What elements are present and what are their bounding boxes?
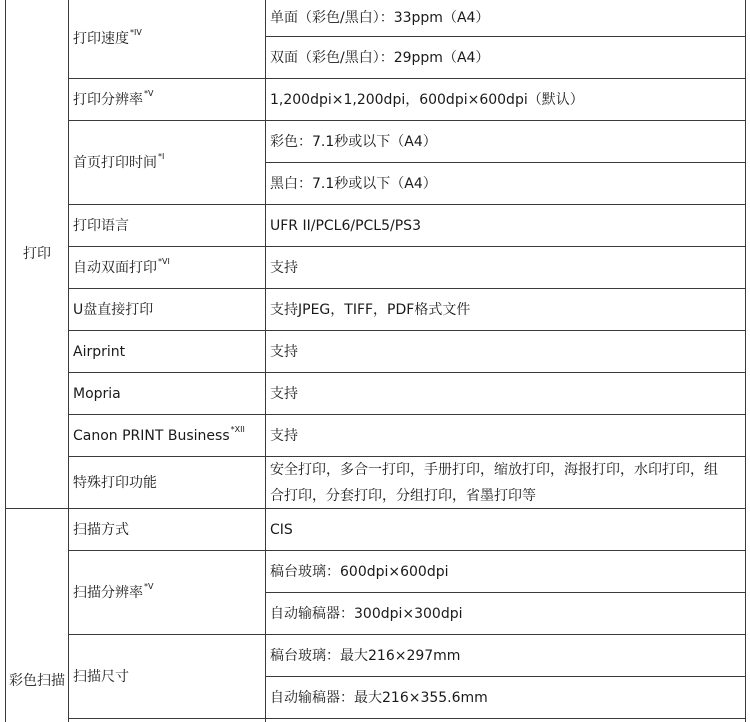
- row-label-scan-method: 扫描方式: [73, 521, 129, 538]
- row-label-special-print: 特殊打印功能: [73, 474, 157, 491]
- row-label-canon-print-business: Canon PRINT Business $^{*XII}$: [73, 424, 245, 444]
- row-label-scan-size: 扫描尺寸: [73, 668, 129, 685]
- value-first-print-color: 彩色：7.1秒或以下（A4）: [270, 133, 437, 150]
- value-first-print-bw: 黑白：7.1秒或以下（A4）: [270, 175, 437, 192]
- value-scan-resolution-adf: 自动输稿器：300dpi×300dpi: [270, 605, 463, 622]
- value-scan-size-adf: 自动输稿器：最大216×355.6mm: [270, 689, 488, 706]
- row-label-airprint: Airprint: [73, 343, 126, 360]
- category-print: 打印: [23, 246, 51, 262]
- row-label-scan-resolution: 扫描分辨率 $^{*V}$: [73, 581, 154, 601]
- value-airprint: 支持: [270, 343, 298, 360]
- value-canon-print-business: 支持: [270, 427, 298, 444]
- value-print-speed-duplex: 双面（彩色/黑白）：29ppm（A4）: [270, 49, 490, 66]
- row-label-print-language: 打印语言: [73, 217, 129, 234]
- value-mopria: 支持: [270, 385, 298, 402]
- value-print-resolution: 1,200dpi×1,200dpi，600dpi×600dpi（默认）: [270, 91, 584, 108]
- row-label-mopria: Mopria: [73, 385, 121, 402]
- row-label-print-speed: 打印速度 $^{*IV}$: [73, 28, 142, 47]
- row-label-auto-duplex: 自动双面打印 $^{*VI}$: [73, 256, 170, 276]
- row-label-usb-print: U盘直接打印: [73, 301, 154, 318]
- value-scan-method: CIS: [270, 521, 293, 538]
- value-special-print: 安全打印，多合一打印，手册打印，缩放打印，海报打印，水印打印，组合打印，分套打印，分组打印，省墨打印等: [270, 461, 718, 504]
- category-color-scan: 彩色扫描: [9, 672, 65, 689]
- table-border-right: [745, 0, 746, 722]
- value-print-language: UFR II/PCL6/PCL5/PS3: [270, 217, 421, 234]
- value-scan-resolution-platen: 稿台玻璃：600dpi×600dpi: [270, 563, 449, 580]
- value-print-speed-simplex: 单面（彩色/黑白）：33ppm（A4）: [270, 10, 490, 26]
- value-auto-duplex: 支持: [270, 259, 298, 276]
- row-label-print-resolution: 打印分辨率 $^{*V}$: [73, 88, 154, 108]
- row-label-first-print-time: 首页打印时间 $^{*I}$: [73, 151, 165, 171]
- value-scan-size-platen: 稿台玻璃：最大216×297mm: [270, 647, 461, 664]
- value-usb-print: 支持JPEG，TIFF，PDF格式文件: [270, 301, 471, 318]
